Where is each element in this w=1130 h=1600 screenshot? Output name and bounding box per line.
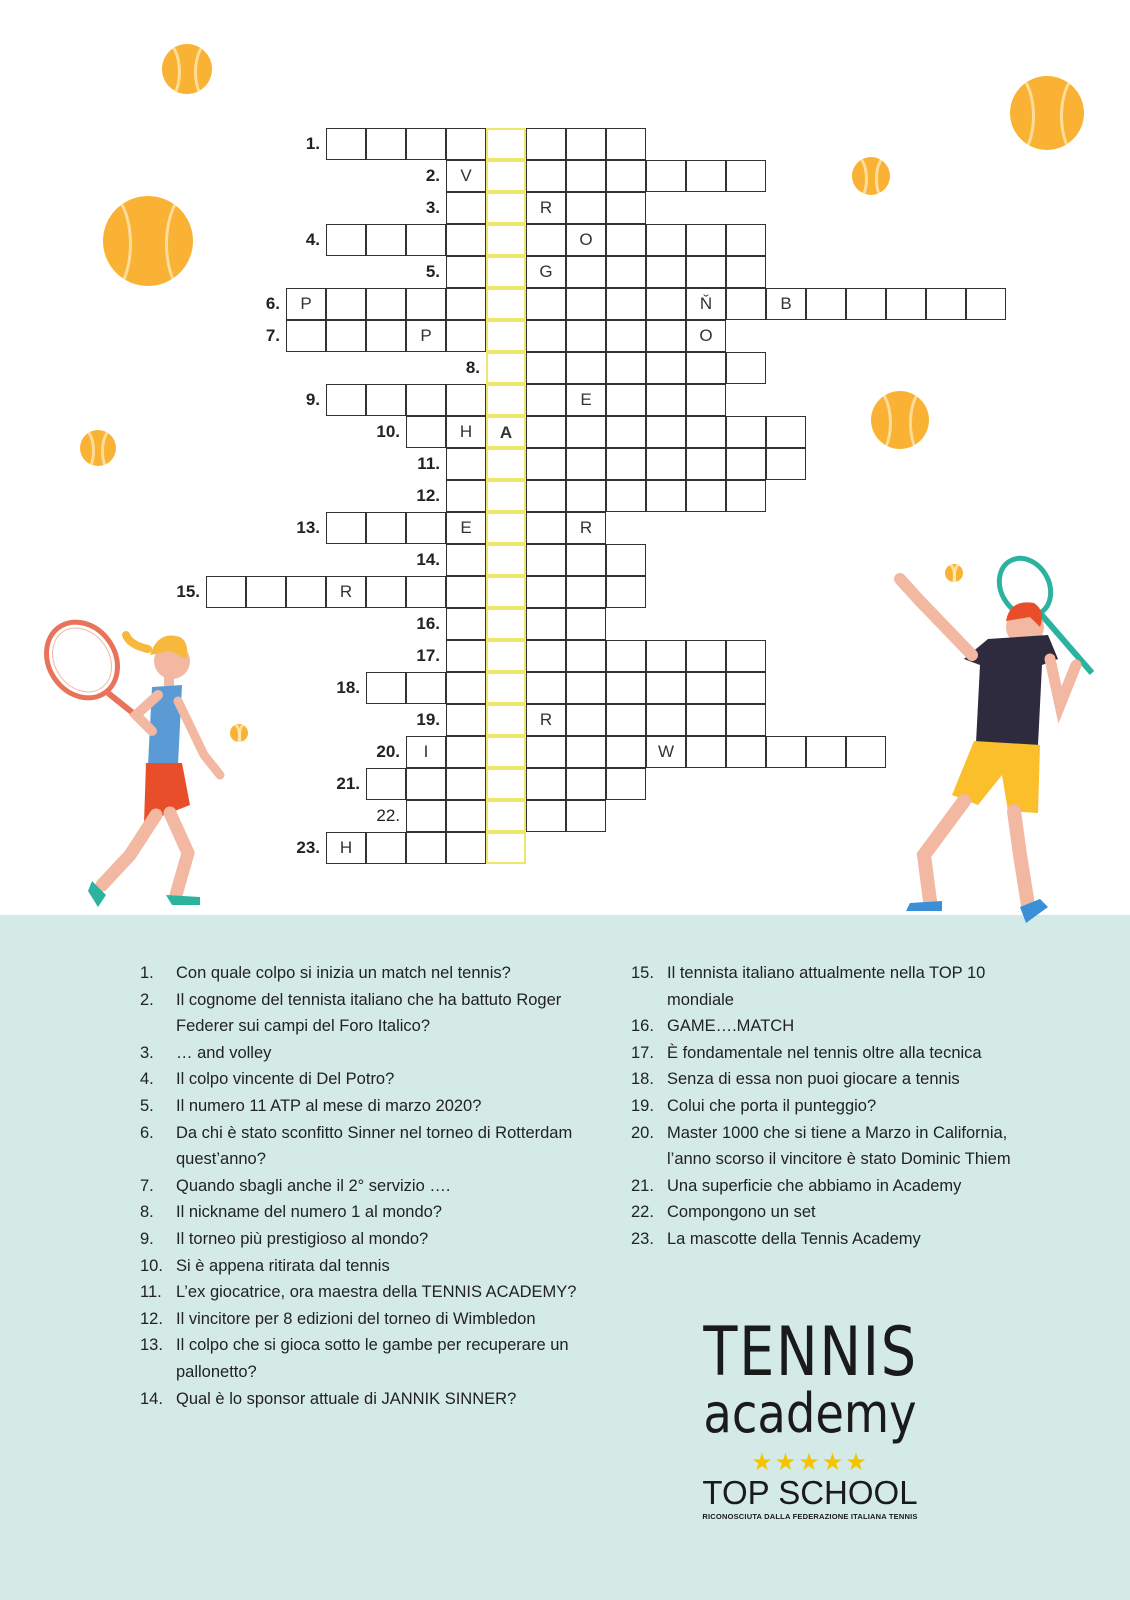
crossword-cell[interactable]: E — [446, 512, 486, 544]
crossword-cell[interactable] — [526, 384, 566, 416]
crossword-cell[interactable] — [446, 576, 486, 608]
clue-item-text: L’ex giocatrice, ora maestra della TENNIS ACADEMY? — [176, 1283, 577, 1302]
crossword-cell[interactable] — [406, 672, 446, 704]
crossword-cell[interactable] — [686, 352, 726, 384]
clue-item-number: 22. — [631, 1203, 654, 1222]
crossword-cell[interactable] — [606, 416, 646, 448]
crossword-cell[interactable] — [646, 480, 686, 512]
crossword-cell[interactable] — [566, 352, 606, 384]
crossword-cell[interactable]: I — [406, 736, 446, 768]
crossword-cell[interactable] — [686, 448, 726, 480]
crossword-cell[interactable] — [366, 224, 406, 256]
key-column-cell[interactable] — [486, 576, 526, 608]
crossword-cell[interactable] — [686, 640, 726, 672]
clue-item-number: 7. — [140, 1176, 154, 1195]
crossword-cell[interactable] — [326, 512, 366, 544]
crossword-cell[interactable] — [566, 800, 606, 832]
tennis-academy-logo — [680, 1313, 940, 1521]
crossword-cell[interactable] — [726, 352, 766, 384]
logo-academy: academy — [703, 1382, 917, 1445]
crossword-cell[interactable] — [526, 544, 566, 576]
logo-title: TENNIS — [703, 1313, 918, 1392]
crossword-cell[interactable] — [406, 128, 446, 160]
clue-number: 23. — [296, 838, 320, 857]
clue-number: 5. — [425, 262, 440, 281]
clue-number: 6. — [265, 294, 280, 313]
clue-item — [140, 1040, 610, 1067]
crossword-cell[interactable] — [246, 576, 286, 608]
key-column-cell[interactable] — [486, 608, 526, 640]
crossword-cell[interactable] — [606, 672, 646, 704]
key-column-cell[interactable] — [486, 384, 526, 416]
clue-item-text: Si è appena ritirata dal tennis — [176, 1256, 390, 1275]
clue-item-text: Qual è lo sponsor attuale di JANNIK SINNER? — [176, 1389, 517, 1408]
crossword-cell[interactable] — [686, 704, 726, 736]
crossword-cell[interactable] — [566, 480, 606, 512]
clue-item — [140, 1173, 610, 1200]
crossword-cell[interactable] — [526, 736, 566, 768]
clue-item — [140, 987, 610, 1040]
crossword-cell[interactable] — [766, 736, 806, 768]
crossword-cell[interactable] — [606, 224, 646, 256]
key-column-cell[interactable] — [486, 192, 526, 224]
clue-item-text: Il nickname del numero 1 al mondo? — [176, 1203, 442, 1222]
crossword-cell[interactable] — [606, 640, 646, 672]
crossword-cell[interactable] — [566, 544, 606, 576]
crossword-cell[interactable] — [646, 672, 686, 704]
crossword-cell[interactable] — [566, 576, 606, 608]
clue-item-number: 14. — [140, 1389, 163, 1408]
crossword-cell[interactable]: H — [326, 832, 366, 864]
clue-item-text: Quando sbagli anche il 2° servizio …. — [176, 1176, 451, 1195]
crossword-cell[interactable] — [606, 768, 646, 800]
key-column-cell[interactable] — [486, 832, 526, 864]
clue-item — [631, 1226, 1051, 1253]
clue-item-number: 19. — [631, 1096, 654, 1115]
crossword-cell[interactable] — [446, 608, 486, 640]
crossword-cell[interactable] — [446, 544, 486, 576]
crossword-cell[interactable] — [446, 672, 486, 704]
crossword-cell[interactable] — [606, 544, 646, 576]
clue-number: 17. — [416, 646, 440, 665]
crossword-cell[interactable] — [926, 288, 966, 320]
clue-item — [140, 1066, 610, 1093]
crossword-cell[interactable] — [526, 768, 566, 800]
crossword-cell[interactable] — [326, 128, 366, 160]
crossword-cell[interactable] — [566, 704, 606, 736]
crossword-cell[interactable] — [726, 224, 766, 256]
clue-item — [140, 1120, 610, 1173]
crossword-cell[interactable] — [606, 160, 646, 192]
clue-item-text: La mascotte della Tennis Academy — [667, 1229, 921, 1248]
crossword-cell[interactable] — [646, 352, 686, 384]
clue-number: 8. — [465, 358, 480, 377]
crossword-cell[interactable] — [526, 608, 566, 640]
crossword-cell[interactable] — [406, 800, 446, 832]
clue-item-text: Da chi è stato sconfitto Sinner nel torneo di Rotterdam quest’anno? — [176, 1123, 573, 1169]
crossword-cell[interactable] — [566, 192, 606, 224]
crossword-cell[interactable] — [606, 128, 646, 160]
crossword-cell[interactable] — [526, 128, 566, 160]
crossword-cell[interactable] — [726, 672, 766, 704]
clue-item-number: 8. — [140, 1203, 154, 1222]
clue-number: 15. — [176, 582, 200, 601]
clue-number: 19. — [416, 710, 440, 729]
crossword-cell[interactable] — [726, 288, 766, 320]
crossword-cell[interactable] — [846, 288, 886, 320]
key-column-cell[interactable] — [486, 512, 526, 544]
crossword-cell[interactable] — [526, 480, 566, 512]
crossword-cell[interactable] — [566, 736, 606, 768]
clue-number: 7. — [265, 326, 280, 345]
crossword-cell[interactable] — [686, 672, 726, 704]
clue-item-text: Master 1000 che si tiene a Marzo in California, l’anno scorso il vincitore è stato Dominic Thiem — [667, 1123, 1011, 1169]
clue-item-number: 16. — [631, 1017, 654, 1036]
crossword-cell[interactable]: B — [766, 288, 806, 320]
crossword-cell[interactable] — [686, 160, 726, 192]
crossword-cell[interactable] — [366, 384, 406, 416]
clue-item-text: Senza di essa non puoi giocare a tennis — [667, 1070, 960, 1089]
clue-number: 14. — [416, 550, 440, 569]
crossword-cell[interactable] — [566, 640, 606, 672]
crossword-cell[interactable] — [646, 704, 686, 736]
clue-item — [631, 1013, 1051, 1040]
crossword-cell[interactable]: P — [406, 320, 446, 352]
crossword-cell[interactable]: V — [446, 160, 486, 192]
crossword-cell[interactable] — [886, 288, 926, 320]
crossword-cell[interactable] — [806, 736, 846, 768]
crossword-cell[interactable] — [526, 416, 566, 448]
clue-item — [140, 1279, 610, 1306]
logo-subtitle: RICONOSCIUTA DALLA FEDERAZIONE ITALIANA TENNIS — [702, 1512, 918, 1521]
clue-item-number: 5. — [140, 1096, 154, 1115]
crossword-cell[interactable] — [566, 416, 606, 448]
crossword-cell[interactable] — [446, 224, 486, 256]
clue-number: 18. — [336, 678, 360, 697]
crossword-cell[interactable] — [406, 576, 446, 608]
key-column-cell[interactable] — [486, 704, 526, 736]
crossword-cell[interactable] — [526, 352, 566, 384]
clue-item — [631, 1066, 1051, 1093]
clue-item — [140, 1332, 610, 1385]
crossword-cell[interactable] — [686, 736, 726, 768]
crossword-cell[interactable] — [646, 448, 686, 480]
crossword-cell[interactable] — [566, 672, 606, 704]
crossword-cell[interactable] — [366, 288, 406, 320]
key-column-cell[interactable] — [486, 256, 526, 288]
crossword-cell[interactable] — [726, 416, 766, 448]
clue-item-text: Il torneo più prestigioso al mondo? — [176, 1229, 429, 1248]
crossword-cell[interactable] — [446, 640, 486, 672]
key-column-cell[interactable] — [486, 640, 526, 672]
crossword-cell[interactable] — [366, 672, 406, 704]
clue-number: 22. — [376, 806, 400, 825]
crossword-cell[interactable] — [766, 448, 806, 480]
crossword-cell[interactable] — [606, 384, 646, 416]
crossword-cell[interactable] — [686, 256, 726, 288]
crossword-cell[interactable]: P — [286, 288, 326, 320]
crossword-cell[interactable] — [446, 192, 486, 224]
crossword-cell[interactable]: E — [566, 384, 606, 416]
crossword-cell[interactable] — [446, 448, 486, 480]
key-column-cell[interactable] — [486, 224, 526, 256]
crossword-cell[interactable]: R — [526, 192, 566, 224]
crossword-cell[interactable] — [326, 384, 366, 416]
clue-number: 4. — [305, 230, 320, 249]
crossword-cell[interactable] — [766, 416, 806, 448]
clue-item-number: 3. — [140, 1043, 154, 1062]
clue-item — [631, 1173, 1051, 1200]
clue-number: 11. — [417, 454, 440, 473]
crossword-cell[interactable] — [646, 320, 686, 352]
crossword-cell[interactable]: Ň — [686, 288, 726, 320]
clue-number: 2. — [425, 166, 440, 185]
crossword-cell[interactable] — [566, 256, 606, 288]
clue-item-number: 6. — [140, 1123, 154, 1142]
clue-item-number: 4. — [140, 1070, 154, 1089]
crossword-cell[interactable] — [446, 288, 486, 320]
clue-item — [631, 1040, 1051, 1067]
crossword-cell[interactable] — [326, 320, 366, 352]
crossword-cell[interactable] — [646, 288, 686, 320]
clue-item — [140, 1226, 610, 1253]
clue-item-number: 18. — [631, 1070, 654, 1089]
logo-top-school: TOP SCHOOL — [702, 1474, 918, 1511]
crossword-cell[interactable] — [646, 160, 686, 192]
crossword-cell[interactable] — [726, 640, 766, 672]
crossword-cell[interactable] — [366, 576, 406, 608]
clue-item-text: Colui che porta il punteggio? — [667, 1096, 877, 1115]
crossword-cell[interactable] — [406, 224, 446, 256]
clue-number: 13. — [296, 518, 320, 537]
clue-item-text: Il cognome del tennista italiano che ha battuto Roger Federer sui campi del Foro Italico? — [176, 990, 562, 1036]
star-icons: ★★★★★ — [751, 1449, 869, 1476]
crossword-cell[interactable] — [606, 704, 646, 736]
clue-item-number: 23. — [631, 1229, 654, 1248]
clue-item-number: 13. — [140, 1336, 163, 1355]
key-column-cell[interactable] — [486, 288, 526, 320]
clue-item-text: Con quale colpo si inizia un match nel tennis? — [176, 964, 511, 982]
clue-item-text: Una superficie che abbiamo in Academy — [667, 1176, 962, 1195]
clue-item — [140, 1306, 610, 1333]
crossword-cell[interactable] — [606, 480, 646, 512]
clue-item — [140, 1386, 610, 1413]
crossword-cell[interactable] — [566, 128, 606, 160]
crossword-cell[interactable] — [566, 288, 606, 320]
clue-item-number: 21. — [631, 1176, 654, 1195]
crossword-cell[interactable] — [286, 320, 326, 352]
crossword-cell[interactable] — [606, 320, 646, 352]
crossword-cell[interactable] — [846, 736, 886, 768]
crossword-cell[interactable] — [726, 448, 766, 480]
crossword-cell[interactable] — [446, 320, 486, 352]
clue-item-text: Il colpo che si gioca sotto le gambe per recuperare un pallonetto? — [176, 1336, 569, 1381]
crossword-cell[interactable] — [446, 480, 486, 512]
clue-number: 9. — [305, 390, 320, 409]
crossword-cell[interactable] — [326, 224, 366, 256]
clue-item — [631, 960, 1051, 1013]
clue-item — [631, 1120, 1051, 1173]
crossword-cell[interactable] — [646, 640, 686, 672]
clue-item — [631, 1093, 1051, 1120]
key-column-cell[interactable] — [486, 544, 526, 576]
crossword-cell[interactable]: W — [646, 736, 686, 768]
crossword-cell[interactable] — [446, 736, 486, 768]
clue-number: 20. — [376, 742, 400, 761]
crossword-cell[interactable] — [686, 480, 726, 512]
crossword-cell[interactable]: O — [566, 224, 606, 256]
crossword-cell[interactable] — [566, 160, 606, 192]
crossword-cell[interactable] — [606, 448, 646, 480]
crossword-cell[interactable] — [606, 352, 646, 384]
clue-item-text: GAME….MATCH — [667, 1017, 795, 1036]
crossword-cell[interactable]: R — [566, 512, 606, 544]
clue-item-number: 11. — [140, 1283, 162, 1302]
clue-item-number: 10. — [140, 1256, 163, 1275]
crossword-cell[interactable] — [406, 384, 446, 416]
crossword-cell[interactable] — [366, 128, 406, 160]
crossword-cell[interactable] — [366, 832, 406, 864]
crossword-cell[interactable] — [646, 416, 686, 448]
clue-number: 16. — [416, 614, 440, 633]
crossword-cell[interactable] — [366, 320, 406, 352]
clue-item-text: È fondamentale nel tennis oltre alla tecnica — [667, 1043, 982, 1062]
key-column-cell[interactable] — [486, 320, 526, 352]
key-column-cell[interactable] — [486, 672, 526, 704]
crossword-cell[interactable] — [526, 160, 566, 192]
clue-item-number: 12. — [140, 1309, 163, 1328]
crossword-cell[interactable] — [446, 832, 486, 864]
crossword-cell[interactable] — [646, 256, 686, 288]
crossword-cell[interactable]: H — [446, 416, 486, 448]
clue-item-text: Il colpo vincente di Del Potro? — [176, 1070, 395, 1089]
clue-item-text: Il numero 11 ATP al mese di marzo 2020? — [176, 1096, 482, 1115]
crossword-cell[interactable] — [726, 480, 766, 512]
clue-number: 10. — [376, 422, 400, 441]
key-column-cell[interactable] — [486, 800, 526, 832]
crossword-cell[interactable] — [446, 128, 486, 160]
crossword-cell[interactable] — [526, 288, 566, 320]
crossword-cell[interactable] — [326, 288, 366, 320]
crossword-cell[interactable] — [446, 768, 486, 800]
clue-item-text: Il tennista italiano attualmente nella TOP 10 mondiale — [667, 964, 986, 1009]
clue-item — [140, 1253, 610, 1280]
clue-item — [140, 1199, 610, 1226]
crossword-cell[interactable] — [726, 160, 766, 192]
clue-item — [631, 1199, 1051, 1226]
crossword-cell[interactable] — [686, 416, 726, 448]
crossword-cell[interactable] — [526, 576, 566, 608]
crossword-cell[interactable]: R — [326, 576, 366, 608]
crossword-cell[interactable] — [566, 320, 606, 352]
crossword-cell[interactable] — [446, 800, 486, 832]
key-column-cell[interactable] — [486, 448, 526, 480]
clue-item — [140, 960, 610, 987]
crossword-cell[interactable] — [406, 768, 446, 800]
crossword-cell[interactable] — [446, 704, 486, 736]
crossword-cell[interactable] — [406, 288, 446, 320]
key-column-cell[interactable] — [486, 128, 526, 160]
clue-item-number: 9. — [140, 1229, 154, 1248]
clue-item-number: 15. — [631, 964, 654, 982]
clue-item-number: 1. — [140, 964, 154, 982]
crossword-cell[interactable] — [526, 640, 566, 672]
crossword-cell[interactable] — [206, 576, 246, 608]
key-column-cell[interactable] — [486, 352, 526, 384]
crossword-cell[interactable] — [726, 704, 766, 736]
clue-item — [140, 1093, 610, 1120]
crossword-cell[interactable] — [646, 224, 686, 256]
crossword-cell[interactable] — [366, 768, 406, 800]
crossword-cell[interactable] — [566, 448, 606, 480]
clues-list-right — [631, 960, 1051, 1253]
crossword-cell[interactable]: R — [526, 704, 566, 736]
crossword-cell[interactable] — [726, 736, 766, 768]
clue-item-number: 17. — [631, 1043, 654, 1062]
crossword-cell[interactable] — [526, 800, 566, 832]
key-column-cell[interactable] — [486, 160, 526, 192]
crossword-cell[interactable] — [406, 512, 446, 544]
crossword-cell[interactable] — [526, 224, 566, 256]
clues-list-left — [140, 960, 610, 1412]
crossword-cell[interactable] — [606, 736, 646, 768]
crossword-cell[interactable] — [406, 416, 446, 448]
clue-item-text: Il vincitore per 8 edizioni del torneo di Wimbledon — [176, 1309, 536, 1328]
crossword-cell[interactable] — [606, 576, 646, 608]
key-column-cell[interactable] — [486, 768, 526, 800]
crossword-cell[interactable] — [526, 672, 566, 704]
crossword-cell[interactable] — [606, 256, 646, 288]
crossword-cell[interactable] — [366, 512, 406, 544]
clue-number: 21. — [336, 774, 360, 793]
crossword-cell[interactable] — [606, 192, 646, 224]
crossword-cell[interactable] — [726, 256, 766, 288]
clue-number: 3. — [425, 198, 440, 217]
crossword-cell[interactable] — [606, 288, 646, 320]
clue-item-text: Compongono un set — [667, 1203, 816, 1222]
crossword-cell[interactable] — [646, 384, 686, 416]
crossword-cell[interactable] — [566, 608, 606, 640]
key-column-cell[interactable] — [486, 480, 526, 512]
crossword-cell[interactable] — [526, 512, 566, 544]
crossword-cell[interactable] — [806, 288, 846, 320]
clue-item-number: 20. — [631, 1123, 654, 1142]
crossword-cell[interactable]: O — [686, 320, 726, 352]
crossword-cell[interactable] — [286, 576, 326, 608]
crossword-cell[interactable] — [526, 320, 566, 352]
key-column-cell[interactable]: A — [486, 416, 526, 448]
clue-item-number: 2. — [140, 990, 154, 1009]
crossword-cell[interactable]: G — [526, 256, 566, 288]
crossword-cell[interactable] — [686, 224, 726, 256]
clue-number: 1. — [305, 134, 320, 153]
crossword-cell[interactable] — [686, 384, 726, 416]
clue-item-text: … and volley — [176, 1043, 272, 1062]
key-column-cell[interactable] — [486, 736, 526, 768]
crossword-cell[interactable] — [526, 448, 566, 480]
clue-number: 12. — [416, 486, 440, 505]
crossword-cell[interactable] — [966, 288, 1006, 320]
crossword-cell[interactable] — [446, 256, 486, 288]
crossword-cell[interactable] — [446, 384, 486, 416]
crossword-cell[interactable] — [406, 832, 446, 864]
crossword-cell[interactable] — [566, 768, 606, 800]
